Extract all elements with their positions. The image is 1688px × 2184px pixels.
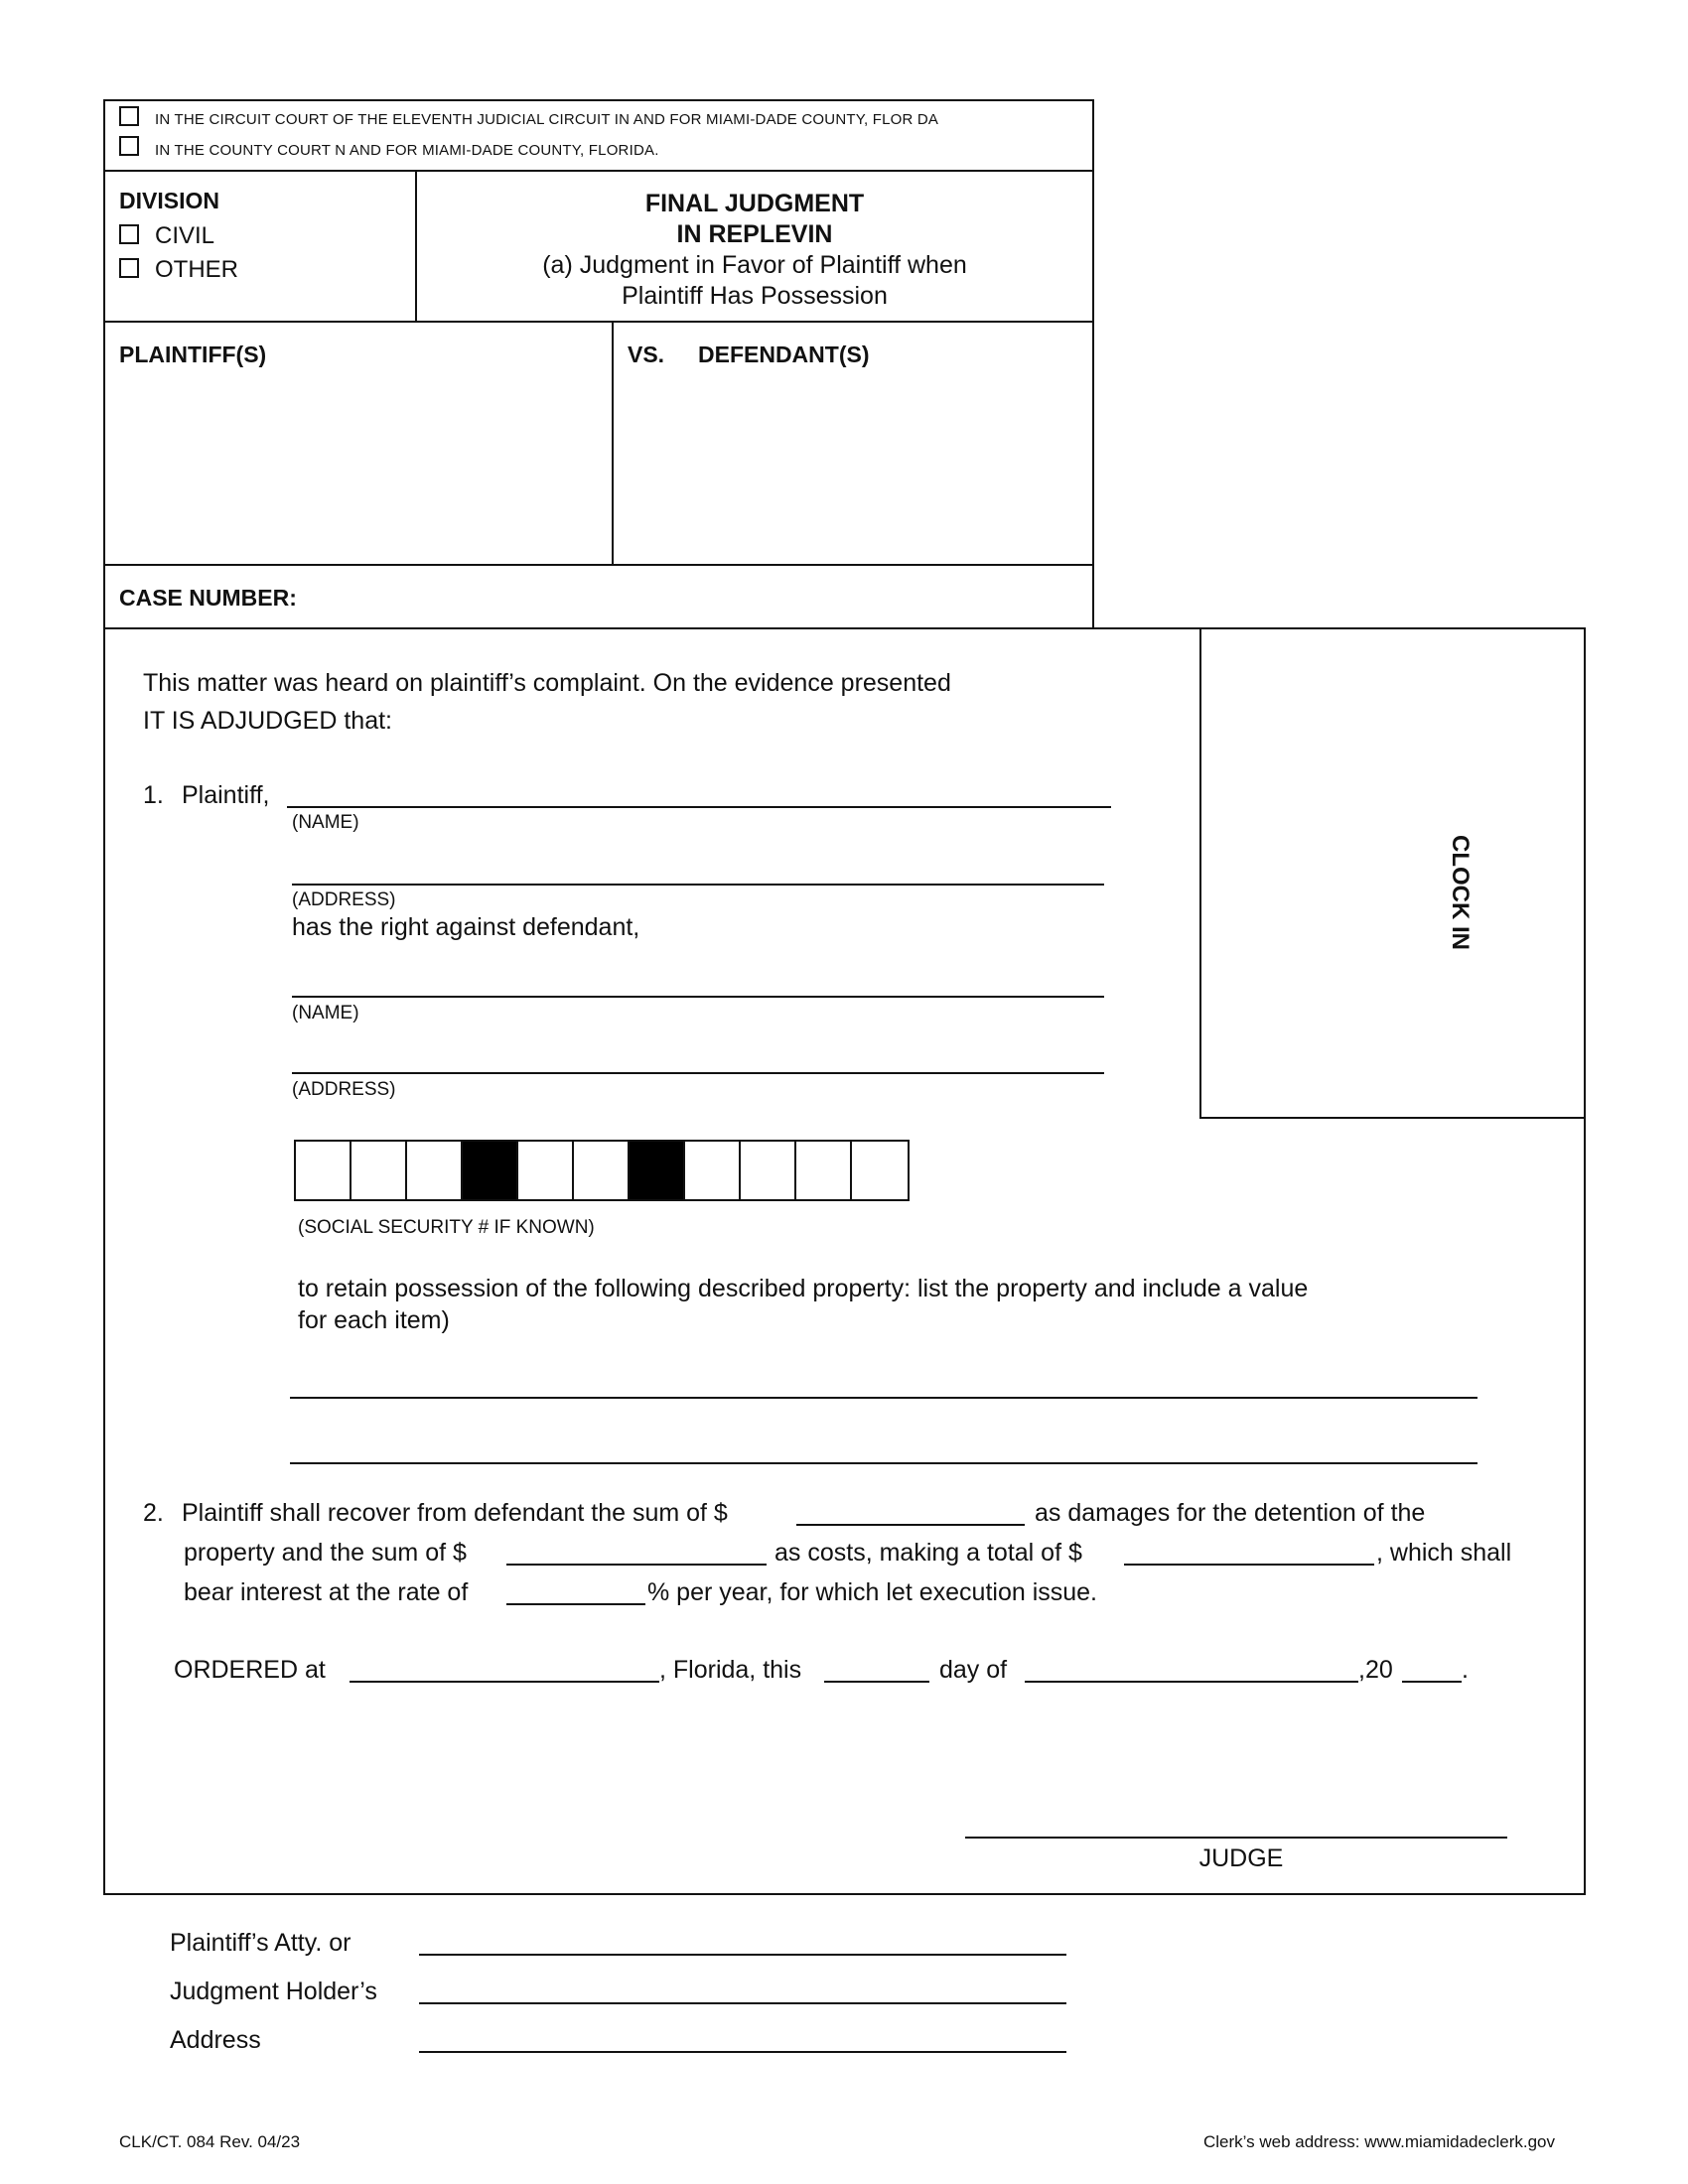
right-against-text: has the right against defendant, — [292, 913, 640, 941]
retain-text-line-1: to retain possession of the following described property: list the property and include a value — [298, 1275, 1309, 1302]
title-line-1: FINAL JUDGMENT — [644, 190, 865, 217]
ssn-caption: (SOCIAL SECURITY # IF KNOWN) — [298, 1217, 595, 1238]
form-title — [415, 189, 1094, 312]
intro-line-2: IT IS ADJUDGED that: — [143, 707, 393, 735]
circuit-court-checkbox[interactable] — [119, 106, 139, 126]
intro-line-1: This matter was heard on plaintiff’s complaint. On the evidence presented — [143, 669, 951, 697]
item-2-text-e: , which shall — [1376, 1539, 1512, 1567]
item-2-text-d: as costs, making a total of $ — [774, 1539, 1082, 1567]
civil-label: CIVIL — [155, 222, 215, 249]
property-line-1[interactable] — [290, 1397, 1477, 1399]
judge-signature-field[interactable] — [965, 1837, 1507, 1839]
ordered-at-label: ORDERED at — [174, 1656, 326, 1684]
defendant-address-caption: (ADDRESS) — [292, 1079, 396, 1100]
judge-label: JUDGE — [1198, 1844, 1284, 1872]
ssn-digit-cell[interactable] — [352, 1142, 407, 1199]
day-of-label: day of — [939, 1656, 1008, 1684]
retain-text-line-2: for each item) — [298, 1306, 450, 1334]
ssn-separator-cell — [630, 1142, 685, 1199]
ssn-digit-cell[interactable] — [685, 1142, 741, 1199]
ssn-separator-cell — [463, 1142, 518, 1199]
damages-amount-field[interactable] — [796, 1524, 1025, 1526]
circuit-court-label: IN THE CIRCUIT COURT OF THE ELEVENTH JUDICIAL CIRCUIT IN AND FOR MIAMI-DADE COUNTY, FLOR DA — [155, 111, 939, 128]
clerk-web-address: Clerk’s web address: www.miamidadeclerk.gov — [1203, 2132, 1555, 2151]
attorney-field-2[interactable] — [419, 2002, 1066, 2004]
title-line-2: IN REPLEVIN — [676, 220, 833, 248]
subtitle-line-2: Plaintiff Has Possession — [622, 282, 888, 310]
ssn-digit-cell[interactable] — [796, 1142, 852, 1199]
county-court-label: IN THE COUNTY COURT N AND FOR MIAMI-DADE COUNTY, FLORIDA. — [155, 142, 659, 159]
ssn-input-grid[interactable] — [294, 1140, 910, 1201]
defendant-label: DEFENDANT(S) — [698, 341, 870, 367]
ssn-digit-cell[interactable] — [518, 1142, 574, 1199]
ssn-digit-cell[interactable] — [574, 1142, 630, 1199]
defendant-name-caption: (NAME) — [292, 1003, 359, 1024]
item-1-number: 1. — [143, 781, 164, 809]
case-number-label: CASE NUMBER: — [119, 585, 297, 611]
subtitle-line-1: (a) Judgment in Favor of Plaintiff when — [542, 251, 967, 279]
county-court-checkbox[interactable] — [119, 136, 139, 156]
year-suffix-label: . — [1462, 1656, 1469, 1684]
attorney-label-line-2: Judgment Holder’s — [170, 1978, 377, 2005]
item-2-text-f: bear interest at the rate of — [184, 1578, 469, 1606]
plaintiff-name-caption: (NAME) — [292, 812, 359, 833]
defendant-name-field[interactable] — [292, 996, 1104, 998]
ssn-digit-cell[interactable] — [407, 1142, 463, 1199]
ssn-digit-cell[interactable] — [741, 1142, 796, 1199]
item-2-text-g: % per year, for which let execution issue. — [647, 1578, 1098, 1606]
attorney-field-1[interactable] — [419, 1954, 1066, 1956]
defendant-address-field[interactable] — [292, 1072, 1104, 1074]
ssn-digit-cell[interactable] — [296, 1142, 352, 1199]
division-label: DIVISION — [119, 188, 219, 213]
other-label: OTHER — [155, 256, 238, 283]
ssn-digit-cell[interactable] — [852, 1142, 908, 1199]
item-1-plaintiff-label: Plaintiff, — [182, 781, 270, 809]
court-selection-box — [103, 99, 1094, 172]
attorney-label-line-3: Address — [170, 2026, 261, 2054]
vs-label: VS. — [628, 341, 665, 367]
property-line-2[interactable] — [290, 1462, 1477, 1464]
plaintiff-name-field[interactable] — [287, 806, 1111, 808]
attorney-label-line-1: Plaintiff’s Atty. or — [170, 1929, 352, 1957]
plaintiff-label: PLAINTIFF(S) — [119, 341, 267, 367]
other-checkbox[interactable] — [119, 258, 139, 278]
ordered-year-field[interactable] — [1402, 1681, 1462, 1683]
attorney-field-3[interactable] — [419, 2051, 1066, 2053]
plaintiff-address-field[interactable] — [292, 884, 1104, 886]
clock-in-box — [1199, 627, 1586, 1119]
year-prefix-label: ,20 — [1358, 1656, 1393, 1684]
ordered-location-field[interactable] — [350, 1681, 659, 1683]
total-amount-field[interactable] — [1124, 1564, 1374, 1566]
ordered-month-field[interactable] — [1025, 1681, 1358, 1683]
plaintiff-address-caption: (ADDRESS) — [292, 889, 396, 910]
costs-amount-field[interactable] — [506, 1564, 767, 1566]
civil-checkbox[interactable] — [119, 224, 139, 244]
form-id: CLK/CT. 084 Rev. 04/23 — [119, 2132, 301, 2151]
clock-in-label: CLOCK IN — [1447, 835, 1474, 950]
interest-rate-field[interactable] — [506, 1603, 645, 1605]
item-2-number: 2. — [143, 1499, 164, 1527]
item-2-text-c: property and the sum of $ — [184, 1539, 467, 1567]
item-2-text-a: Plaintiff shall recover from defendant the sum of $ — [182, 1499, 728, 1527]
item-2-text-b: as damages for the detention of the — [1035, 1499, 1426, 1527]
ordered-day-field[interactable] — [824, 1681, 929, 1683]
florida-this-label: , Florida, this — [659, 1656, 802, 1684]
